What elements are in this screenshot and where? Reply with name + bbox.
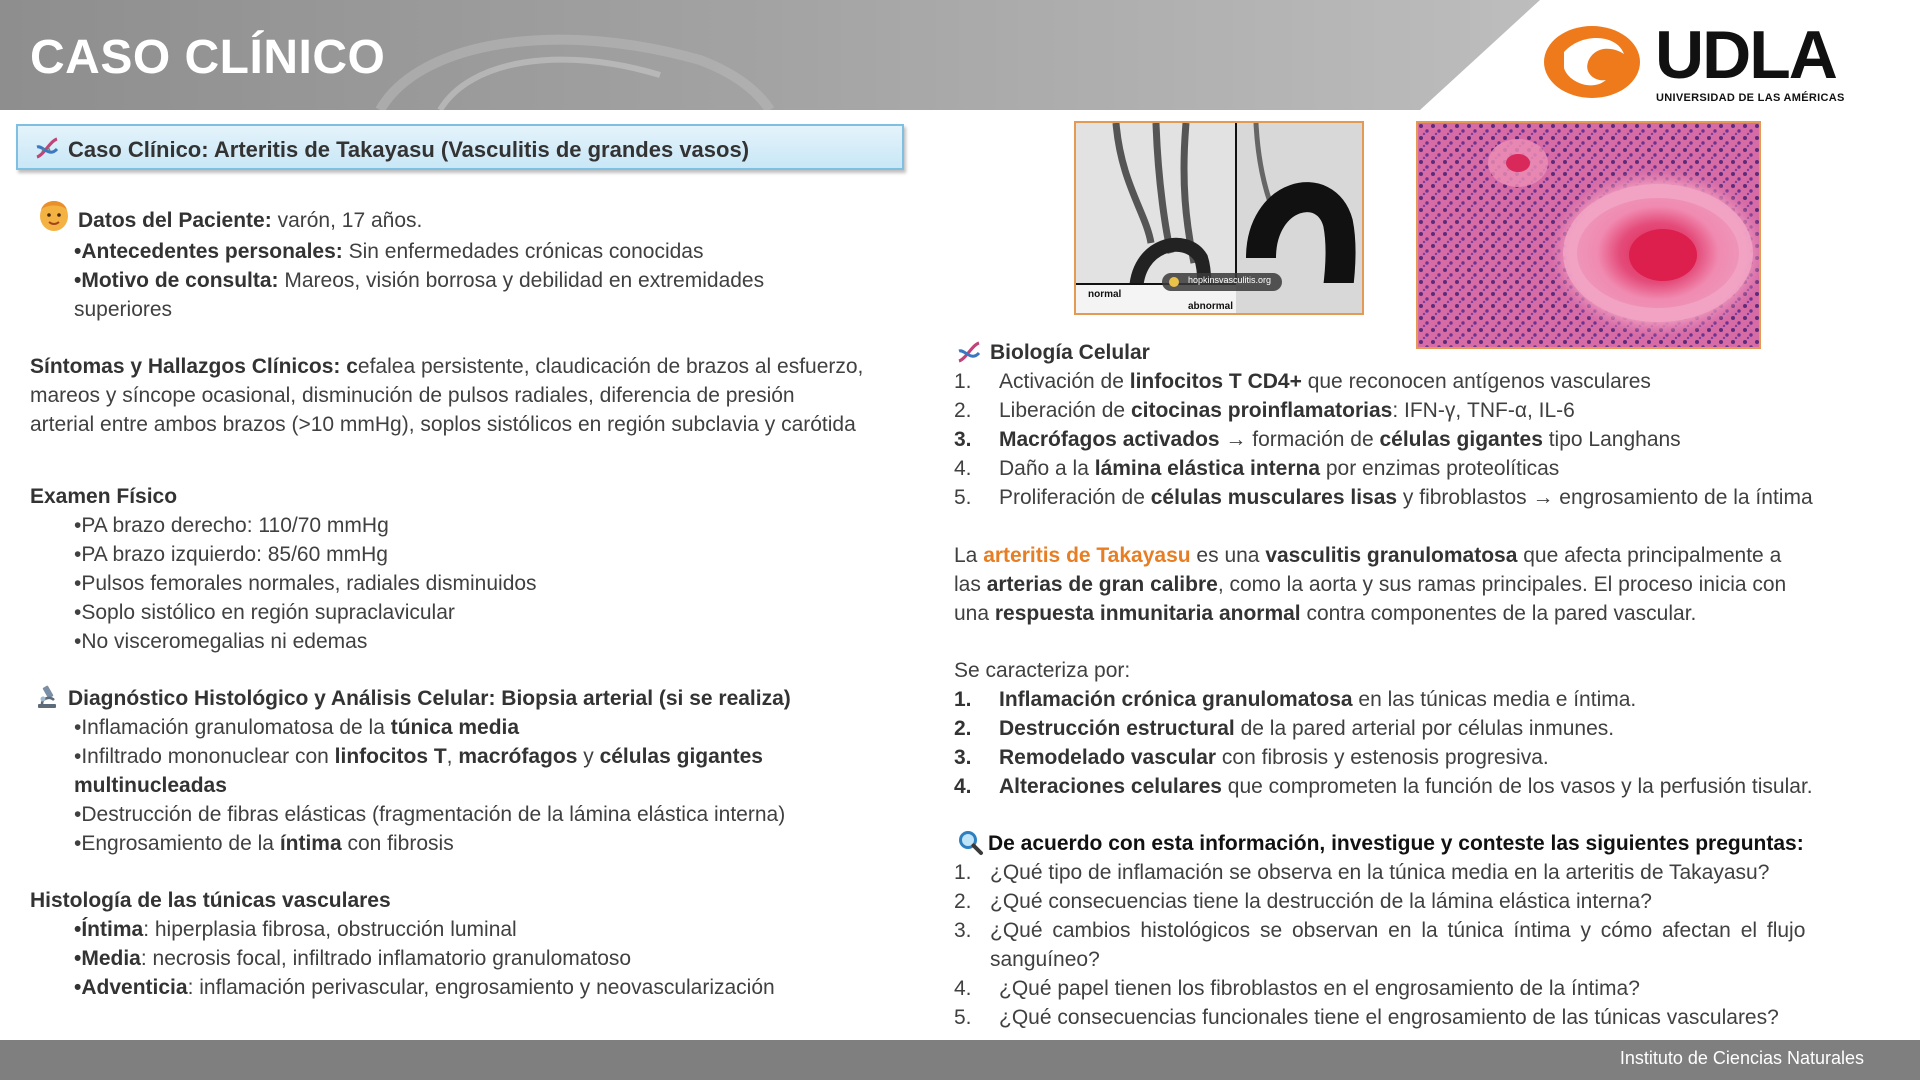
biologia-bold: Macrófagos activados: [999, 428, 1220, 451]
pregunta-num: 2.: [954, 890, 972, 913]
biologia-text: Proliferación de: [999, 486, 1151, 509]
angio-normal-label: normal: [1088, 289, 1122, 300]
case-title: Caso Clínico: Arteritis de Takayasu (Vasculitis de grandes vasos): [68, 137, 750, 162]
descripcion-text: es una: [1190, 544, 1266, 567]
descripcion-text: que afecta principalmente a: [1517, 544, 1782, 567]
caracteriza-title: Se caracteriza por:: [954, 659, 1131, 682]
pregunta-4: ¿Qué papel tienen los fibroblastos en el engrosamiento de la íntima?: [999, 977, 1640, 1000]
biologia-item-1: [999, 367, 1651, 396]
pregunta-1: ¿Qué tipo de inflamación se observa en la túnica media en la arteritis de Takayasu?: [990, 861, 1770, 884]
footer-bar: [0, 1040, 1920, 1080]
biologia-text: → formación de: [1219, 428, 1380, 451]
biologia-bold: células musculares lisas: [1150, 486, 1398, 509]
logo-subtitle: UNIVERSIDAD DE LAS AMÉRICAS: [1656, 92, 1845, 104]
microscope-icon: [34, 684, 60, 710]
magnifier-icon: [958, 830, 984, 856]
biologia-item-2: [999, 396, 1575, 425]
biologia-num: 2.: [954, 399, 972, 422]
caracteriza-num: 4.: [954, 775, 972, 798]
caracteriza-item-2: [999, 714, 1614, 743]
media-value: : necrosis focal, infiltrado inflamatorio granulomatoso: [140, 947, 632, 970]
footer-institute: Instituto de Ciencias Naturales: [1619, 1048, 1864, 1068]
antecedentes-line: [74, 237, 703, 266]
pregunta-num: 3.: [954, 919, 972, 942]
caracteriza-num: 1.: [954, 688, 972, 711]
udla-logo: [1540, 17, 1845, 108]
diagnostico-text: •Engrosamiento de la: [74, 832, 280, 855]
caracteriza-item-1: [999, 685, 1636, 714]
biologia-num: 3.: [954, 428, 972, 451]
caracteriza-text: que comprometen la función de los vasos y la perfusión tisular.: [1221, 775, 1813, 798]
caracteriza-bold: Alteraciones celulares: [999, 775, 1222, 798]
pregunta-3: ¿Qué cambios histológicos se observan en la túnica íntima y cómo afectan el flujo: [990, 919, 1806, 942]
sintomas-line-1: [30, 352, 863, 381]
sintomas-label: Síntomas y Hallazgos Clínicos: c: [30, 355, 358, 378]
diagnostico-item-2: [74, 742, 763, 771]
angiography-image: [1074, 121, 1364, 315]
sintomas-line-3: arterial entre ambos brazos (>10 mmHg), soplos sistólicos en región subclavia y carótida: [30, 413, 856, 436]
caracteriza-bold: Inflamación crónica granulomatosa: [999, 688, 1353, 711]
sintomas-text-1: efalea persistente, claudicación de brazos al esfuerzo,: [357, 355, 864, 378]
patient-data-line: [78, 206, 422, 235]
biologia-title: Biología Celular: [990, 341, 1150, 364]
biologia-text: tipo Langhans: [1542, 428, 1681, 451]
biologia-num: 1.: [954, 370, 972, 393]
descripcion-bold: vasculitis granulomatosa: [1265, 544, 1518, 567]
diagnostico-text: y: [577, 745, 600, 768]
dna-icon: [956, 340, 982, 364]
caracteriza-item-3: [999, 743, 1549, 772]
descripcion-text: las: [954, 573, 987, 596]
header-banner: [0, 0, 1920, 110]
histologia-adventicia: [74, 973, 775, 1002]
diagnostico-text: •Inflamación granulomatosa de la: [74, 716, 391, 739]
motivo-line: [74, 266, 764, 295]
examen-item: •Soplo sistólico en región supraclavicular: [74, 601, 455, 624]
adventicia-value: : inflamación perivascular, engrosamiento y neovascularización: [187, 976, 775, 999]
biologia-bold: citocinas proinflamatorias: [1130, 399, 1393, 422]
diagnostico-item-2b: multinucleadas: [74, 774, 227, 797]
pregunta-2: ¿Qué consecuencias tiene la destrucción de la lámina elástica interna?: [990, 890, 1652, 913]
histology-micrograph-graphic: [1418, 123, 1759, 347]
examen-item: •PA brazo derecho: 110/70 mmHg: [74, 514, 389, 537]
biologia-text: : IFN-γ, TNF-α, IL-6: [1392, 399, 1575, 422]
patient-value: varón, 17 años.: [271, 209, 423, 232]
examen-item: •Pulsos femorales normales, radiales disminuidos: [74, 572, 537, 595]
intima-label: •Íntima: [74, 918, 144, 941]
intima-value: : hiperplasia fibrosa, obstrucción luminal: [143, 918, 517, 941]
histologia-intima: [74, 915, 517, 944]
examen-item: •No visceromegalias ni edemas: [74, 630, 368, 653]
adventicia-label: •Adventicia: [74, 976, 188, 999]
pregunta-num: 4.: [954, 977, 972, 1000]
caracteriza-bold: Remodelado vascular: [999, 746, 1217, 769]
diagnostico-bold: células gigantes: [599, 745, 763, 768]
caracteriza-num: 3.: [954, 746, 972, 769]
patient-face-icon: [38, 196, 70, 232]
biologia-bold: lámina elástica interna: [1094, 457, 1321, 480]
diagnostico-item-4: [74, 829, 454, 858]
udla-swirl-logo-icon: [1542, 22, 1647, 102]
biologia-text: Daño a la: [999, 457, 1095, 480]
media-label: •Media: [74, 947, 141, 970]
histologia-media: [74, 944, 631, 973]
biologia-text: que reconocen antígenos vasculares: [1301, 370, 1651, 393]
descripcion-line-3: [954, 599, 1696, 628]
biologia-text: Liberación de: [999, 399, 1131, 422]
biologia-item-3: [999, 425, 1681, 454]
descripcion-bold: arterias de gran calibre: [986, 573, 1218, 596]
angio-abnormal-label: abnormal: [1188, 301, 1234, 312]
descripcion-bold: respuesta inmunitaria anormal: [994, 602, 1301, 625]
diagnostico-text: con fibrosis: [341, 832, 454, 855]
case-title-box: [16, 124, 904, 170]
diagnostico-bold: íntima: [279, 832, 342, 855]
sintomas-line-2: mareos y síncope ocasional, disminución de pulsos radiales, diferencia de presión: [30, 384, 795, 407]
motivo-value: Mareos, visión borrosa y debilidad en extremidades: [278, 269, 765, 292]
diagnostico-bold: túnica media: [390, 716, 520, 739]
descripcion-line-2: [954, 570, 1786, 599]
caracteriza-text: de la pared arterial por células inmunes.: [1234, 717, 1615, 740]
pregunta-5: ¿Qué consecuencias funcionales tiene el engrosamiento de las túnicas vasculares?: [999, 1006, 1779, 1029]
examen-item: •PA brazo izquierdo: 85/60 mmHg: [74, 543, 388, 566]
biologia-text: por enzimas proteolíticas: [1320, 457, 1560, 480]
descripcion-line-1: [954, 541, 1781, 570]
takayasu-highlight: arteritis de Takayasu: [983, 544, 1191, 567]
preguntas-title: De acuerdo con esta información, investigue y conteste las siguientes preguntas:: [988, 832, 1804, 855]
angio-watermark: hopkinsvasculitis.org: [1188, 275, 1272, 285]
logo-wordmark: UDLA: [1655, 17, 1836, 93]
pregunta-3-cont: sanguíneo?: [990, 948, 1100, 971]
patient-label: Datos del Paciente:: [78, 209, 272, 232]
dna-icon: [34, 136, 60, 160]
histologia-title: Histología de las túnicas vasculares: [30, 889, 391, 912]
diagnostico-item-1: [74, 713, 519, 742]
motivo-label: •Motivo de consulta:: [74, 269, 279, 292]
diagnostico-item-3: •Destrucción de fibras elásticas (fragmentación de la lámina elástica interna): [74, 803, 786, 826]
diagnostico-bold: linfocitos T: [334, 745, 447, 768]
pregunta-num: 1.: [954, 861, 972, 884]
diagnostico-text: •Infiltrado mononuclear con: [74, 745, 335, 768]
diagnostico-title: Diagnóstico Histológico y Análisis Celular: Biopsia arterial (si se realiza): [68, 687, 791, 710]
descripcion-text: contra componentes de la pared vascular.: [1300, 602, 1697, 625]
motivo-line-2: superiores: [74, 298, 173, 321]
caracteriza-text: con fibrosis y estenosis progresiva.: [1216, 746, 1549, 769]
descripcion-text: una: [954, 602, 995, 625]
histology-micrograph-image: [1416, 121, 1761, 349]
antecedentes-value: Sin enfermedades crónicas conocidas: [342, 240, 704, 263]
page-title: CASO CLÍNICO: [30, 31, 386, 84]
caracteriza-num: 2.: [954, 717, 972, 740]
caracteriza-bold: Destrucción estructural: [999, 717, 1235, 740]
biologia-bold: células gigantes: [1379, 428, 1543, 451]
antecedentes-label: •Antecedentes personales:: [74, 240, 343, 263]
diagnostico-text: ,: [446, 745, 459, 768]
caracteriza-item-4: [999, 772, 1813, 801]
descripcion-text: La: [954, 544, 984, 567]
pregunta-num: 5.: [954, 1006, 972, 1029]
biologia-num: 5.: [954, 486, 972, 509]
caracteriza-text: en las túnicas media e íntima.: [1352, 688, 1637, 711]
biologia-bold: linfocitos T CD4+: [1129, 370, 1302, 393]
biologia-text: Activación de: [999, 370, 1130, 393]
biologia-item-5: [999, 483, 1813, 512]
examen-title: Examen Físico: [30, 485, 178, 508]
diagnostico-bold: macrófagos: [458, 745, 578, 768]
biologia-item-4: [999, 454, 1559, 483]
descripcion-text: , como la aorta y sus ramas principales. El proceso inicia con: [1217, 573, 1787, 596]
biologia-num: 4.: [954, 457, 972, 480]
biologia-text: y fibroblastos → engrosamiento de la íntima: [1397, 486, 1813, 509]
